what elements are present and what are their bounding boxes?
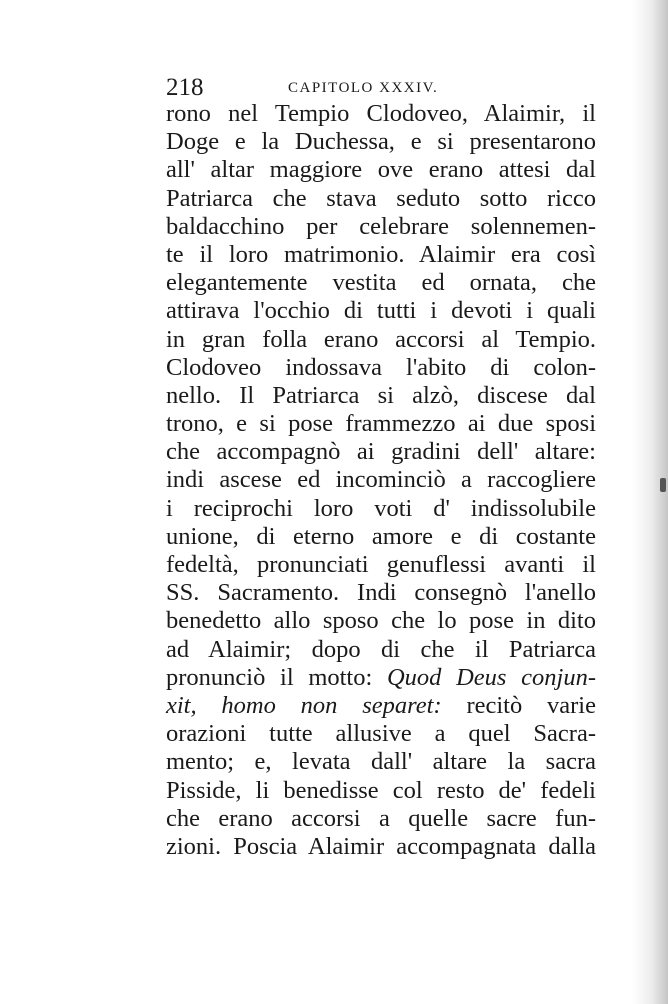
text-line-with-latin: [166, 692, 596, 720]
text-line: indi ascese ed incominciò a raccogliere: [166, 466, 596, 494]
text-line: unione, di eterno amore e di costante: [166, 522, 596, 550]
text-line: rono nel Tempio Clodoveo, Alaimir, il: [166, 100, 596, 127]
text-line: i reciprochi loro voti d' indissolubile: [166, 494, 596, 522]
text-line: nello. Il Patriarca si alzò, discese dal: [166, 381, 596, 409]
text-line: elegantemente vestita ed ornata, che: [166, 269, 596, 297]
text-line-with-latin: [166, 664, 596, 692]
text-line: SS. Sacramento. Indi consegnò l'anello: [166, 579, 596, 607]
text-segment: recitò varie: [441, 691, 596, 719]
text-line: Doge e la Duchessa, e si presentarono: [166, 128, 596, 156]
text-line: fedeltà, pronunciati genuflessi avanti il: [166, 551, 596, 578]
text-segment: pronunciò il motto:: [166, 663, 387, 691]
text-line: all' altar maggiore ove erano attesi dal: [166, 156, 596, 184]
text-line: zioni. Poscia Alaimir accompagnata dalla: [166, 832, 596, 860]
text-line: orazioni tutte allusive a quel Sacra-: [166, 720, 596, 748]
running-head: CAPITOLO XXXIV.: [288, 80, 439, 96]
text-line: benedetto allo sposo che lo pose in dito: [166, 607, 596, 635]
latin-motto-part1: Quod Deus conjun-: [386, 663, 596, 691]
text-line: che accompagnò ai gradini dell' altare:: [166, 438, 596, 466]
text-line: Pisside, li benedisse col resto de' fedeli: [166, 776, 596, 804]
text-line: Clodoveo indossava l'abito di colon-: [166, 353, 596, 381]
text-line: in gran folla erano accorsi al Tempio.: [166, 325, 596, 353]
page-edge-mark: [660, 478, 666, 492]
text-line: ad Alaimir; dopo di che il Patriarca: [166, 635, 596, 663]
latin-motto-part2: xit, homo non separet:: [166, 691, 442, 719]
page-number: 218: [166, 74, 204, 101]
text-line: attirava l'occhio di tutti i devoti i quali: [166, 297, 596, 325]
body-text: [166, 100, 596, 861]
page-gutter-shadow: [632, 0, 668, 1004]
text-line: mento; e, levata dall' altare la sacra: [166, 748, 596, 776]
text-line: che erano accorsi a quelle sacre fun-: [166, 804, 596, 832]
text-line: te il loro matrimonio. Alaimir era così: [166, 240, 596, 268]
text-line: trono, e si pose frammezzo ai due sposi: [166, 410, 596, 438]
text-line: baldacchino per celebrare solennemen-: [166, 212, 596, 240]
text-line: Patriarca che stava seduto sotto ricco: [166, 184, 596, 212]
